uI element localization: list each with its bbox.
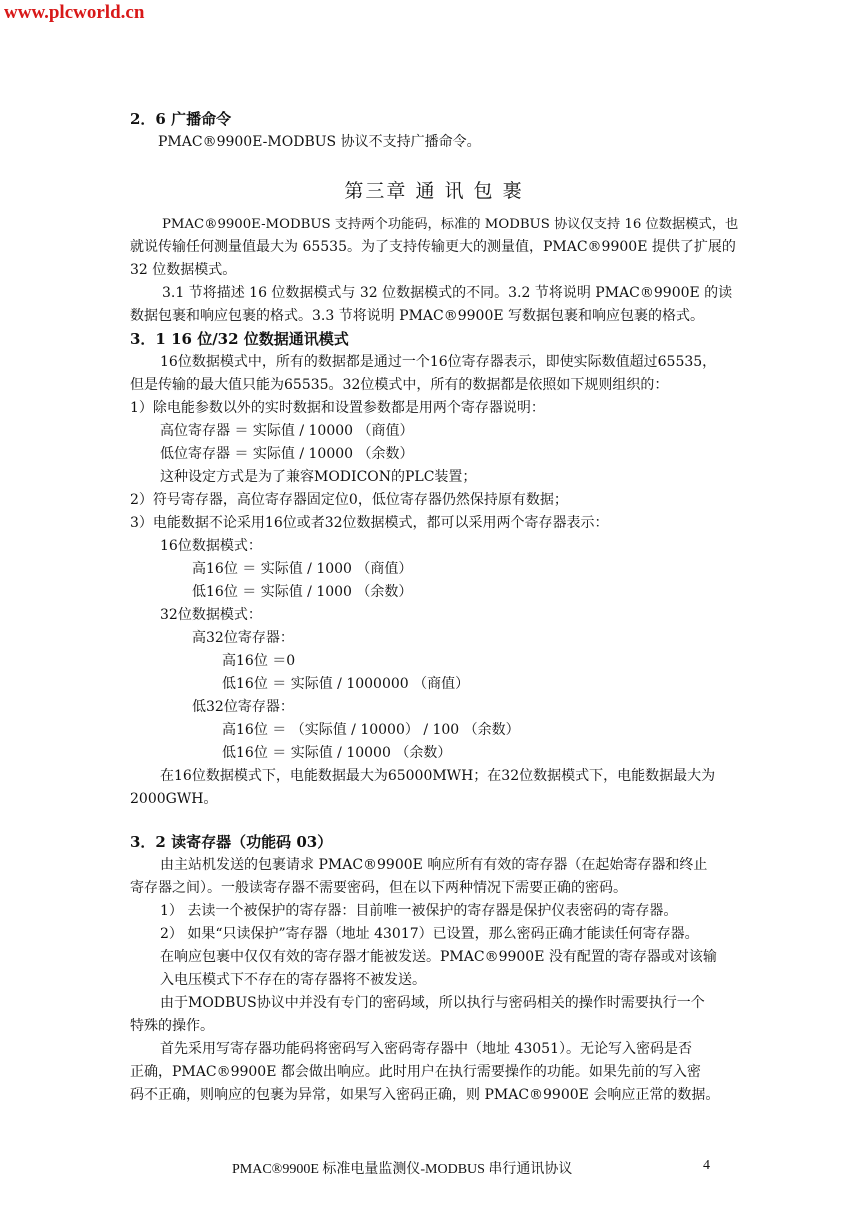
section-3-1-line: 高位寄存器 ＝ 实际值 / 10000 （商值） — [160, 423, 414, 439]
section-3-1-line: 2000GWH。 — [130, 791, 218, 807]
page-number: 4 — [703, 1158, 710, 1173]
section-3-1-line: 16位数据模式中，所有的数据都是通过一个16位寄存器表示，即使实际数值超过65535， — [160, 354, 717, 370]
section-3-1-line: 在16位数据模式下，电能数据最大为65000MWH；在32位数据模式下，电能数据最大为 — [160, 768, 716, 784]
section-3-1-line: 高32位寄存器： — [192, 630, 294, 646]
section-3-2-line: 由于MODBUS协议中并没有专门的密码域，所以执行与密码相关的操作时需要执行一个 — [160, 995, 705, 1011]
section-3-1-line: 2）符号寄存器，高位寄存器固定位0，低位寄存器仍然保持原有数据； — [130, 492, 568, 508]
watermark-url[interactable]: www.plcworld.cn — [4, 2, 145, 23]
section-3-2-line: 首先采用写寄存器功能码将密码写入密码寄存器中（地址 43051）。无论写入密码是否 — [160, 1041, 692, 1057]
section-3-2-line: 入电压模式下不存在的寄存器将不被发送。 — [160, 972, 426, 988]
section-3-1-line: 低16位 ＝ 实际值 / 10000 （余数） — [222, 745, 452, 761]
section-3-1-line: 低16位 ＝ 实际值 / 1000 （余数） — [192, 584, 413, 600]
chapter-title: 第三章 通 讯 包 裹 — [344, 180, 524, 202]
intro-line: 3.1 节将描述 16 位数据模式与 32 位数据模式的不同。3.2 节将说明 PMAC®9900E 的读 — [162, 285, 733, 301]
section-3-2-line: 2） 如果“只读保护”寄存器（地址 43017）已设置，那么密码正确才能读任何寄存器。 — [160, 926, 699, 942]
section-3-2-line: 特殊的操作。 — [130, 1018, 214, 1034]
section-3-1-line: 16位数据模式： — [160, 538, 262, 554]
section-3-1-line: 这种设定方式是为了兼容MODICON的PLC装置； — [160, 469, 477, 485]
footer-title: PMAC®9900E 标准电量监测仪-MODBUS 串行通讯协议 — [232, 1162, 573, 1177]
intro-line: 32 位数据模式。 — [130, 262, 237, 278]
section-3-1-line: 但是传输的最大值只能为65535。32位模式中，所有的数据都是依照如下规则组织的： — [130, 377, 669, 393]
section-3-2-line: 正确，PMAC®9900E 都会做出响应。此时用户在执行需要操作的功能。如果先前的写入密 — [130, 1064, 701, 1080]
section-3-1-line: 3）电能数据不论采用16位或者32位数据模式，都可以采用两个寄存器表示： — [130, 515, 609, 531]
spacer — [130, 811, 738, 831]
section-3-2-line: 在响应包裹中仅仅有效的寄存器才能被发送。PMAC®9900E 没有配置的寄存器或对该输 — [160, 949, 717, 965]
section-3-1-line: 低位寄存器 ＝ 实际值 / 10000 （余数） — [160, 446, 414, 462]
intro-line: 就说传输任何测量值最大为 65535。为了支持传输更大的测量值，PMAC®9900E 提供了扩展的 — [130, 239, 736, 255]
section-3-1-line: 高16位 ＝ 实际值 / 1000 （商值） — [192, 561, 413, 577]
section-3-1-heading: 3．1 16 位/32 位数据通讯模式 — [130, 330, 349, 348]
section-3-1-line: 32位数据模式： — [160, 607, 262, 623]
section-3-1-line: 1）除电能参数以外的实时数据和设置参数都是用两个寄存器说明： — [130, 400, 545, 416]
section-3-2-line: 寄存器之间）。一般读寄存器不需要密码，但在以下两种情况下需要正确的密码。 — [130, 880, 627, 896]
section-3-2-line: 1） 去读一个被保护的寄存器：目前唯一被保护的寄存器是保护仪表密码的寄存器。 — [160, 903, 678, 919]
section-3-1-line: 低16位 ＝ 实际值 / 1000000 （商值） — [222, 676, 470, 692]
section-3-1-line: 高16位 ＝ （实际值 / 10000） / 100 （余数） — [222, 722, 520, 738]
intro-line: 数据包裹和响应包裹的格式。3.3 节将说明 PMAC®9900E 写数据包裹和响应包裹的格式。 — [130, 308, 705, 324]
document-body — [130, 108, 738, 1107]
section-3-1-line: 高16位 ＝0 — [222, 653, 296, 669]
section-2-6-body: PMAC®9900E-MODBUS 协议不支持广播命令。 — [158, 134, 481, 150]
section-3-2-line: 由主站机发送的包裹请求 PMAC®9900E 响应所有有效的寄存器（在起始寄存器和终止 — [160, 857, 708, 873]
intro-line: PMAC®9900E-MODBUS 支持两个功能码，标准的 MODBUS 协议仅支持 16 位数据模式，也 — [162, 217, 739, 232]
page-footer — [232, 1158, 732, 1178]
section-2-6-heading: 2．6 广播命令 — [130, 110, 232, 128]
section-3-2-line: 码不正确，则响应的包裹为异常，如果写入密码正确，则 PMAC®9900E 会响应正常的数据。 — [130, 1087, 720, 1103]
section-3-2-heading: 3．2 读寄存器（功能码 03） — [130, 833, 333, 851]
section-3-1-line: 低32位寄存器： — [192, 699, 294, 715]
